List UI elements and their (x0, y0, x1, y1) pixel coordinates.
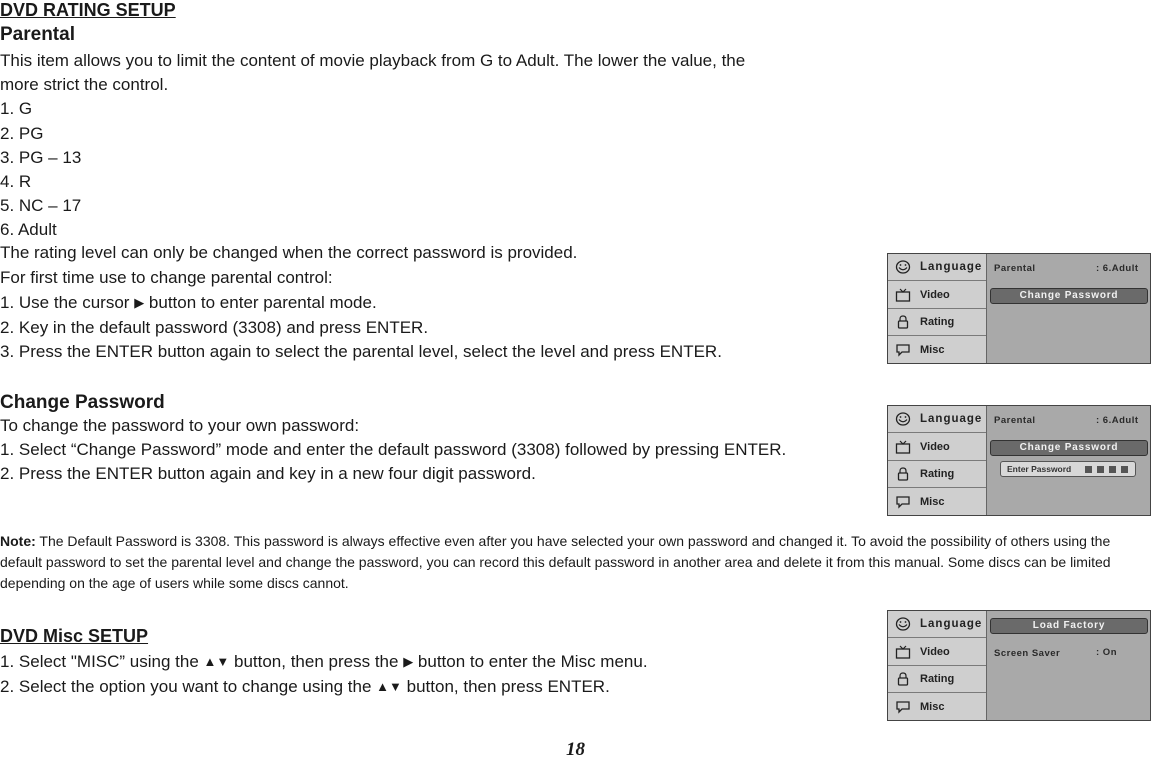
misc-step-1-pre: 1. Select "MISC” using the (0, 652, 199, 671)
screen-saver-value[interactable]: : On (1096, 647, 1117, 658)
osd-menu-sidebar (888, 611, 987, 720)
screen-saver-label: Screen Saver (994, 648, 1061, 659)
parental-step-1-pre: 1. Use the cursor (0, 293, 130, 312)
osd-screen-change-password (887, 405, 1151, 516)
osd-menu-item-rating[interactable] (888, 461, 986, 488)
osd-menu-label: Language (920, 618, 983, 630)
right-arrow-icon: ▶ (134, 295, 145, 310)
misc-step-2-post: button, then press ENTER. (406, 677, 610, 696)
right-arrow-icon: ▶ (403, 654, 414, 669)
osd-menu-label: Rating (920, 468, 955, 480)
enter-password-field[interactable] (1000, 461, 1136, 477)
osd-menu-label: Language (920, 261, 983, 273)
change-password-button[interactable]: Change Password (990, 440, 1148, 456)
misc-step-1-post: button to enter the Misc menu. (417, 652, 648, 671)
enter-password-label: Enter Password (1007, 464, 1072, 474)
osd-screen-misc (887, 610, 1151, 721)
parental-value[interactable]: : 6.Adult (1096, 415, 1139, 426)
change-password-intro: To change the password to your own password: (0, 416, 360, 435)
speech-bubble-icon (895, 495, 911, 509)
parental-label: Parental (994, 415, 1036, 426)
change-password-button[interactable]: Change Password (990, 288, 1148, 304)
page-title: DVD RATING SETUP (0, 0, 176, 20)
rating-level-2: 2. PG (0, 124, 44, 143)
password-digit-mask (1097, 466, 1104, 473)
parental-step-2: 2. Key in the default password (3308) and press ENTER. (0, 318, 429, 337)
speech-bubble-icon (895, 343, 911, 357)
osd-menu-item-video[interactable] (888, 434, 986, 461)
change-password-step-1: 1. Select “Change Password” mode and enter the default password (3308) followed by pressing ENTER. (0, 440, 787, 459)
change-password-step-2: 2. Press the ENTER button again and key in a new four digit password. (0, 464, 536, 483)
osd-menu-label: Misc (920, 496, 945, 508)
osd-menu-item-rating[interactable] (888, 666, 986, 693)
parental-intro-line1: This item allows you to limit the content of movie playback from G to Adult. The lower the value, the (0, 51, 746, 70)
rating-level-6: 6. Adult (0, 220, 57, 239)
osd-menu-label: Rating (920, 673, 955, 685)
parental-step-3: 3. Press the ENTER button again to select the parental level, select the level and press ENTER. (0, 342, 722, 361)
osd-screen-parental (887, 253, 1151, 364)
up-down-arrows-icon: ▲▼ (376, 679, 402, 694)
parental-step-1-post: button to enter parental mode. (148, 293, 377, 312)
osd-menu-item-video[interactable] (888, 639, 986, 666)
osd-menu-label: Video (920, 441, 950, 453)
note-label: Note: (0, 533, 36, 549)
load-factory-button[interactable]: Load Factory (990, 618, 1148, 634)
face-icon (895, 412, 911, 426)
rating-level-5: 5. NC – 17 (0, 196, 82, 215)
rating-level-3: 3. PG – 13 (0, 148, 82, 167)
osd-menu-item-language[interactable] (888, 254, 986, 281)
up-down-arrows-icon: ▲▼ (203, 654, 230, 669)
osd-menu-label: Video (920, 646, 950, 658)
lock-icon (895, 672, 911, 686)
tv-icon (895, 645, 911, 659)
osd-menu-label: Rating (920, 316, 955, 328)
parental-step-1 (0, 293, 377, 313)
misc-step-2 (0, 677, 610, 697)
note-paragraph (0, 531, 1150, 594)
osd-menu-item-video[interactable] (888, 282, 986, 309)
osd-menu-item-language[interactable] (888, 611, 986, 638)
osd-menu-sidebar (888, 254, 987, 363)
face-icon (895, 260, 911, 274)
osd-menu-label: Video (920, 289, 950, 301)
parental-value[interactable]: : 6.Adult (1096, 263, 1139, 274)
misc-step-1-mid: button, then press the (234, 652, 399, 671)
speech-bubble-icon (895, 700, 911, 714)
misc-step-1 (0, 652, 648, 672)
password-digit-mask (1085, 466, 1092, 473)
osd-menu-label: Language (920, 413, 983, 425)
password-digit-mask (1109, 466, 1116, 473)
password-digit-mask (1121, 466, 1128, 473)
note-text: The Default Password is 3308. This password is always effective even after you have selected your own password and changed it. To avoid the possibility of others using the default password to set the parental level and change the password, you can record this default password in another area and delete it from this manual. Some discs can be limited depending on the age of users while some discs cannot. (0, 533, 1111, 591)
osd-menu-sidebar (888, 406, 987, 515)
tv-icon (895, 440, 911, 454)
osd-menu-item-misc[interactable] (888, 489, 986, 516)
osd-menu-item-misc[interactable] (888, 337, 986, 364)
osd-menu-item-misc[interactable] (888, 694, 986, 721)
face-icon (895, 617, 911, 631)
first-time-text: For first time use to change parental control: (0, 268, 333, 287)
rating-level-4: 4. R (0, 172, 32, 191)
osd-menu-item-language[interactable] (888, 406, 986, 433)
misc-step-2-pre: 2. Select the option you want to change using the (0, 677, 372, 696)
misc-heading: DVD Misc SETUP (0, 626, 149, 646)
osd-menu-item-rating[interactable] (888, 309, 986, 336)
parental-label: Parental (994, 263, 1036, 274)
parental-heading: Parental (0, 24, 75, 45)
lock-icon (895, 315, 911, 329)
password-required-text: The rating level can only be changed when the correct password is provided. (0, 243, 578, 262)
parental-intro-line2: more strict the control. (0, 75, 169, 94)
tv-icon (895, 288, 911, 302)
osd-menu-label: Misc (920, 344, 945, 356)
page-number: 18 (566, 739, 585, 760)
change-password-heading: Change Password (0, 392, 165, 413)
rating-level-1: 1. G (0, 99, 33, 118)
lock-icon (895, 467, 911, 481)
osd-menu-label: Misc (920, 701, 945, 713)
